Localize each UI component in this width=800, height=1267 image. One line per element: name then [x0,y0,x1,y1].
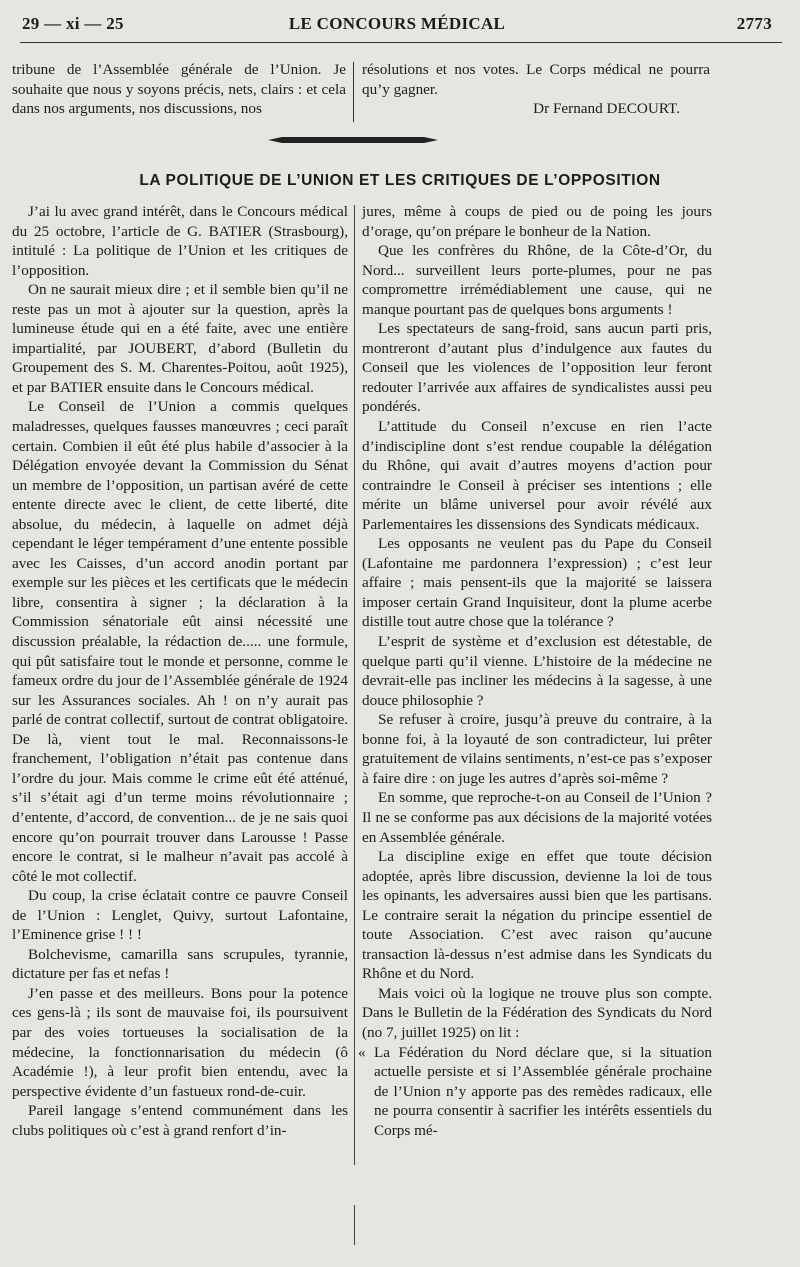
preamble-left-text: tribune de l’Assemblée générale de l’Union. Je souhaite que nous y soyons précis, nets, clairs : et cela dans nos arguments, nos discussions, nos [12,61,346,118]
article-title: LA POLITIQUE DE L’UNION ET LES CRITIQUES DE L’OPPOSITION [139,172,661,189]
right-paragraph: Mais voici où la logique ne trouve plus son compte. Dans le Bulletin de la Fédération des Syndicats du Nord (no 7, juillet 1925) on lit : [362,984,712,1041]
left-paragraph: J’ai lu avec grand intérêt, dans le Concours médical du 25 octobre, l’article de G. BATIER (Strasbourg), intitulé : La politique de l’Union et les critiques de l’opposition. [12,203,348,279]
left-paragraph: Du coup, la crise éclatait contre ce pauvre Conseil de l’Union : Lenglet, Quivy, surtout Lafontaine, l’Eminence grise ! ! ! [12,887,348,944]
right-paragraph: L’attitude du Conseil n’excuse en rien l’acte d’indiscipline dont s’est rendue coupable la délégation du Rhône, qui avait d’autres moyens d’action pour contraindre le Conseil à préciser ses intentions ; elle mérite un blâme universel pour avoir révélé aux Parlementaires les dissensions des Syndicats médicaux. [362,418,712,533]
right-paragraph: Que les confrères du Rhône, de la Côte-d’Or, du Nord... surveillent leurs porte-plumes, pour ne pas compromettre irrémédiablement une cause, qui ne manque pourtant pas de quelques bons arguments ! [362,242,712,318]
page-header [22,14,772,38]
right-paragraph: L’esprit de système et d’exclusion est détestable, de quelque parti qu’il vienne. L’histoire de la médecine ne devrait-elle pas incliner les médecins à la sagesse, à une douce philosophie ? [362,633,712,709]
preamble-left-column [12,60,346,119]
article-right-column [362,202,712,1140]
right-paragraph: Les spectateurs de sang-froid, sans aucun parti pris, montreront d’autant plus d’indulgence aux fautes du Conseil que les violences de l’opposition leur feront redouter l’arrivée aux affaires de syndicalistes aussi peu pondérés. [362,320,712,416]
issue-date: 29 — xi — 25 [22,14,124,33]
quoted-passage: « La Fédération du Nord déclare que, si la situation actuelle persiste et si l’Assemblée générale prochaine de l’Union n’y apporte pas des remèdes radicaux, elle ne pourra consentir à sacrifier les intérêts essentiels du Corps mé- [362,1043,712,1141]
header-rule [20,42,782,43]
preamble-column-divider [353,62,354,122]
right-paragraph: jures, même à coups de pied ou de poing les jours d’orage, qu’on prépare le bonheur de la Nation. [362,203,712,240]
column-divider [354,1205,355,1245]
left-paragraph: J’en passe et des meilleurs. Bons pour la potence ces gens-là ; ils sont de mauvaise foi, ils poursuivent par des voies tortueuses la socialisation de la médecine, la fonctionnarisation du médecin (ô Académie !), à leur profit bien entendu, avec la perspective évidente d’un fastueux rond-de-cuir. [12,984,348,1100]
preamble-right-column [362,60,710,119]
right-paragraph: Les opposants ne veulent pas du Pape du Conseil (Lafontaine me pardonnera l’expression) ; c’est leur affaire ; mais pensent-ils que la majorité se laissera imposer certain Grand Inquisiteur, dont la plume acerbe distille tout autre chose que la tolérance ? [362,535,712,631]
page-number: 2773 [736,14,772,33]
right-paragraph: Se refuser à croire, jusqu’à preuve du contraire, à la bonne foi, à la loyauté de son contradicteur, lui prêter gratuitement de vilains sentiments, n’est-ce pas s’exposer à faire dire : on juge les autres d’après soi-même ? [362,711,712,787]
left-paragraph: On ne saurait mieux dire ; et il semble bien qu’il ne reste pas un mot à ajouter sur la question, après la lumineuse étude qui en a été faite, avec une entière impartialité, par JOUBERT, d’abord (Bulletin du Groupement des S. M. Charentes-Poitou, août 1925), et par BATIER ensuite dans le Concours médical. [12,281,348,396]
right-paragraph: La discipline exige en effet que toute décision adoptée, après libre discussion, devienne la loi de tous les opinants, les adversaires aussi bien que les partisans. Le contraire serait la négation du principe essentiel de toute Association. C’est avec raison qu’aucune transaction là-dessus n’est admise dans les Syndicats du Rhône et du Nord. [362,848,712,983]
preamble-right-text: résolutions et nos votes. Le Corps médical ne pourra qu’y gagner. [362,61,710,98]
left-paragraph: Pareil langage s’entend communément dans les clubs politiques où c’est à grand renfort d’in- [12,1102,348,1139]
signature: Dr Fernand DECOURT. [533,100,680,118]
journal-title: LE CONCOURS MÉDICAL [288,14,506,33]
left-paragraph: Bolchevisme, camarilla sans scrupules, tyrannie, dictature per fas et nefas ! [12,945,348,983]
left-paragraph: Le Conseil de l’Union a commis quelques maladresses, quelques fausses manœuvres ; ceci paraît certain. Combien il eût été plus habile d’associer à la Délégation envoyée devant la Commission du Sénat un membre de l’opposition, un partisan avéré de cette entente directe avec le client, de cette liberté, dite absolue, du médecin, à laquelle on admet déjà cependant le léger tempérament d’une entente possible avec les Caisses, d’un accord anodin portant par exemple sur les pièces et les certificats que le médecin libre, consentira à signer ; la déclaration à la Commission sénatoriale eût ainsi nécessité une discussion préalable, la rédaction de..... une formule, qui pût satisfaire tout le monde et personne, comme le fameux ordre du jour de l’Assemblée générale de 1924 sur les Assurances sociales. Ah ! on n’y aurait pas parlé de contrat collectif, surtout de contrat obligatoire. De là, vient tout le mal. Reconnaissons-le franchement, l’obligation n’était pas contenue dans l’ordre du jour. Mais comme le crime eût été atténué, s’il s’était agi d’un terme moins révolutionnaire ; d’entente, d’accord, de convention... de je ne sais quoi encore qu’on pourrait trouver dans Larousse ! Passe encore le contrat, si le malheur n’avait pas accolé à côté le mot collectif. [12,398,348,885]
article-left-column [12,202,348,1140]
section-ornament [268,136,438,144]
column-divider [354,205,355,1165]
right-paragraph: En somme, que reproche-t-on au Conseil de l’Union ? Il ne se conforme pas aux décisions de la majorité votées en Assemblée générale. [362,789,712,846]
